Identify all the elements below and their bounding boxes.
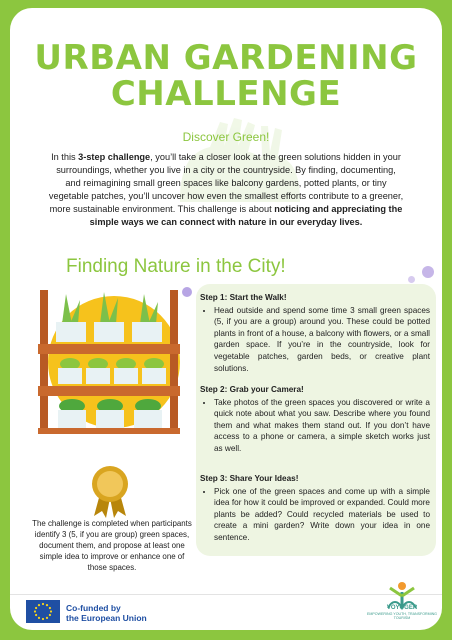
step-1-title: Step 1: Start the Walk! xyxy=(200,293,287,302)
title-line-2: CHALLENGE xyxy=(110,74,342,114)
title-line-1: URBAN GARDENING xyxy=(34,38,418,78)
step-2 xyxy=(200,384,430,455)
eu-line-1: Co-funded by xyxy=(66,603,121,613)
subtitle: Discover Green! xyxy=(182,130,270,144)
eu-cofunding-label xyxy=(66,603,147,623)
intro-bold-2: noticing and appreciating the simple ways we can connect with nature in our everyday lives. xyxy=(89,204,403,227)
medal-icon xyxy=(88,464,132,518)
plant-shelf-illustration xyxy=(32,284,182,434)
poster-card xyxy=(10,8,442,630)
decor-dot-left xyxy=(182,287,192,297)
step-2-text: • Take photos of the green spaces you discovered or write a quick note about what you saw. Describe where you found them and what makes them stand out. If you don’t have access to a phone or camera, a simple sketch works just as well. xyxy=(214,397,430,455)
logo-name: VOYOGER xyxy=(386,605,418,611)
step-3-title: Step 3: Share Your Ideas! xyxy=(200,474,299,483)
eu-flag-icon xyxy=(26,600,60,623)
intro-paragraph xyxy=(48,151,404,229)
eu-line-2: the European Union xyxy=(66,613,147,623)
step-1-text: • Head outside and spend some time 3 small green spaces (5, if you are a group) around you. These could be potted plants in front of a house, a balcony with flowers, or a small garden space. If you’re in the countryside, look for vegetable patches, garden beds, or creative plant solutions. xyxy=(214,305,430,375)
completion-note: The challenge is completed when participants identify 3 (5, if you are group) green spaces, document them, and propose at least one simple idea to improve or enhance one of those spaces. xyxy=(32,519,192,572)
decor-dot-small xyxy=(408,276,415,283)
step-2-title: Step 2: Grab your Camera! xyxy=(200,385,304,394)
step-1 xyxy=(200,292,430,374)
decor-dot-large xyxy=(422,266,434,278)
step-3 xyxy=(200,473,430,544)
intro-text-2: , you’ll take a closer look at the green solutions hidden in your surroundings, whether you live in a city or the countryside. By finding, documenting, and reimagining small green spaces like balcony gardens, potted plants, or tiny vegetable patches, you’ll uncover how even the smallest efforts contribute to a greener, more sustainable environment. This challenge is about xyxy=(48,152,404,214)
logo-tagline: EMPOWERING YOUTH, TRANSFORMING TOURISM xyxy=(367,612,437,621)
intro-bold-1: 3-step challenge xyxy=(78,152,151,162)
step-3-text: • Pick one of the green spaces and come up with a simple idea for how it could be improved or expanded. Could more plants be added? Could recycled materials be used to create a mini garden? Write down your idea in one sentence. xyxy=(214,486,430,544)
section-title: Finding Nature in the City! xyxy=(66,256,286,277)
page-title xyxy=(10,40,442,112)
intro-text-1: In this xyxy=(51,152,79,162)
